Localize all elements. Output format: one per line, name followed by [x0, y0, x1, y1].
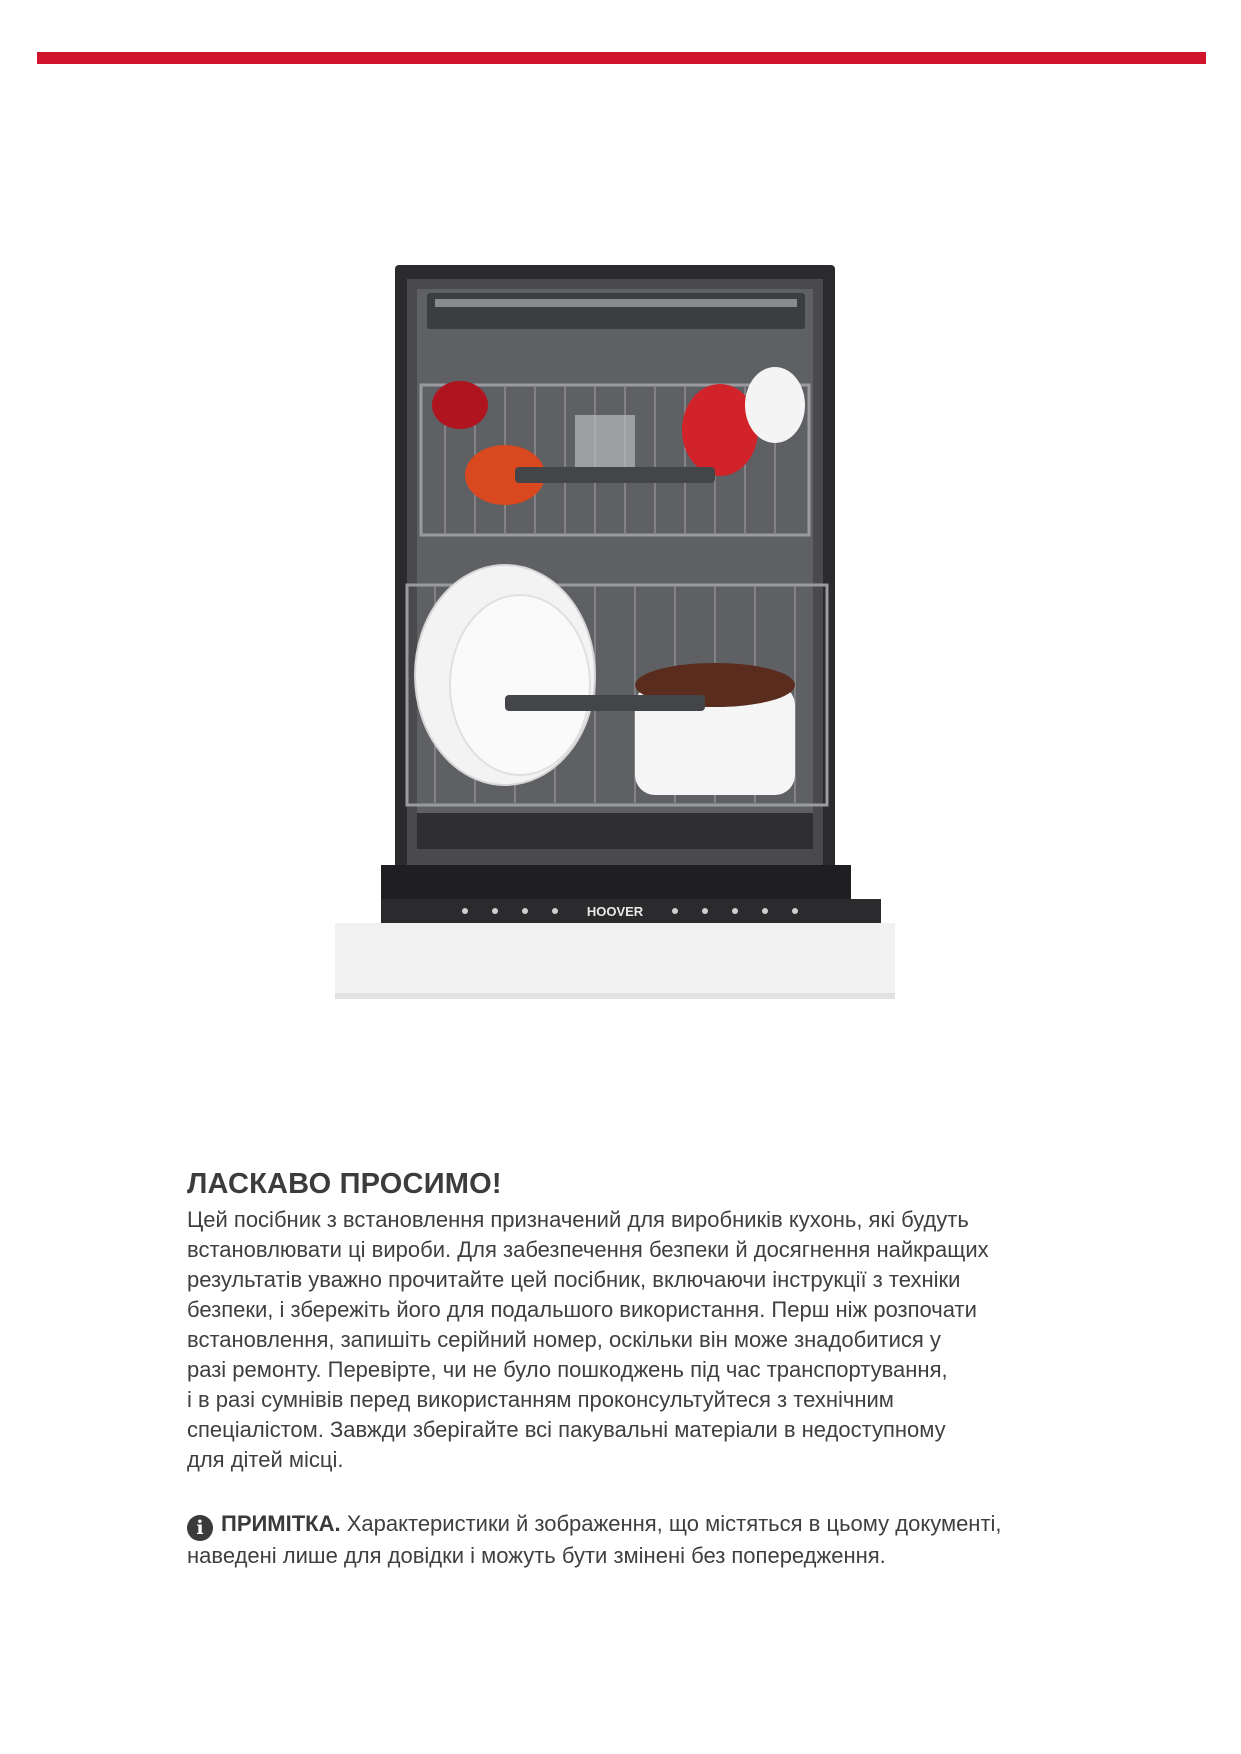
note-block [187, 1509, 1087, 1571]
note-text-1: Характеристики й зображення, що містяться в цьому документі, [346, 1511, 1002, 1536]
note-label: ПРИМІТКА. [221, 1511, 341, 1536]
top-accent-bar [37, 52, 1206, 64]
welcome-paragraph [187, 1205, 1087, 1475]
welcome-line: разі ремонту. Перевірте, чи не було пошкоджень під час транспортування, [187, 1357, 948, 1382]
welcome-line: для дітей місці. [187, 1447, 344, 1472]
welcome-line: встановлення, запишіть серійний номер, оскільки він може знадобитися у [187, 1327, 941, 1352]
welcome-line: встановлювати ці вироби. Для забезпечення безпеки й досягнення найкращих [187, 1237, 989, 1262]
brand-label: HOOVER [586, 904, 644, 919]
welcome-line: спеціалістом. Завжди зберігайте всі пакувальні матеріали в недоступному [187, 1417, 946, 1442]
welcome-line: і в разі сумнівів перед використанням проконсультуйтеся з технічним [187, 1387, 894, 1412]
welcome-line: безпеки, і збережіть його для подальшого використання. Перш ніж розпочати [187, 1297, 977, 1322]
note-text-2: наведені лише для довідки і можуть бути змінені без попередження. [187, 1543, 886, 1568]
welcome-line: Цей посібник з встановлення призначений для виробників кухонь, які будуть [187, 1207, 969, 1232]
info-icon: i [187, 1515, 213, 1541]
dishwasher-image [335, 265, 915, 1040]
note-line-1 [187, 1509, 1087, 1541]
welcome-section [187, 1168, 1087, 1571]
welcome-line: результатів уважно прочитайте цей посібник, включаючи інструкції з техніки [187, 1267, 961, 1292]
welcome-title: ЛАСКАВО ПРОСИМО! [187, 1168, 502, 1200]
